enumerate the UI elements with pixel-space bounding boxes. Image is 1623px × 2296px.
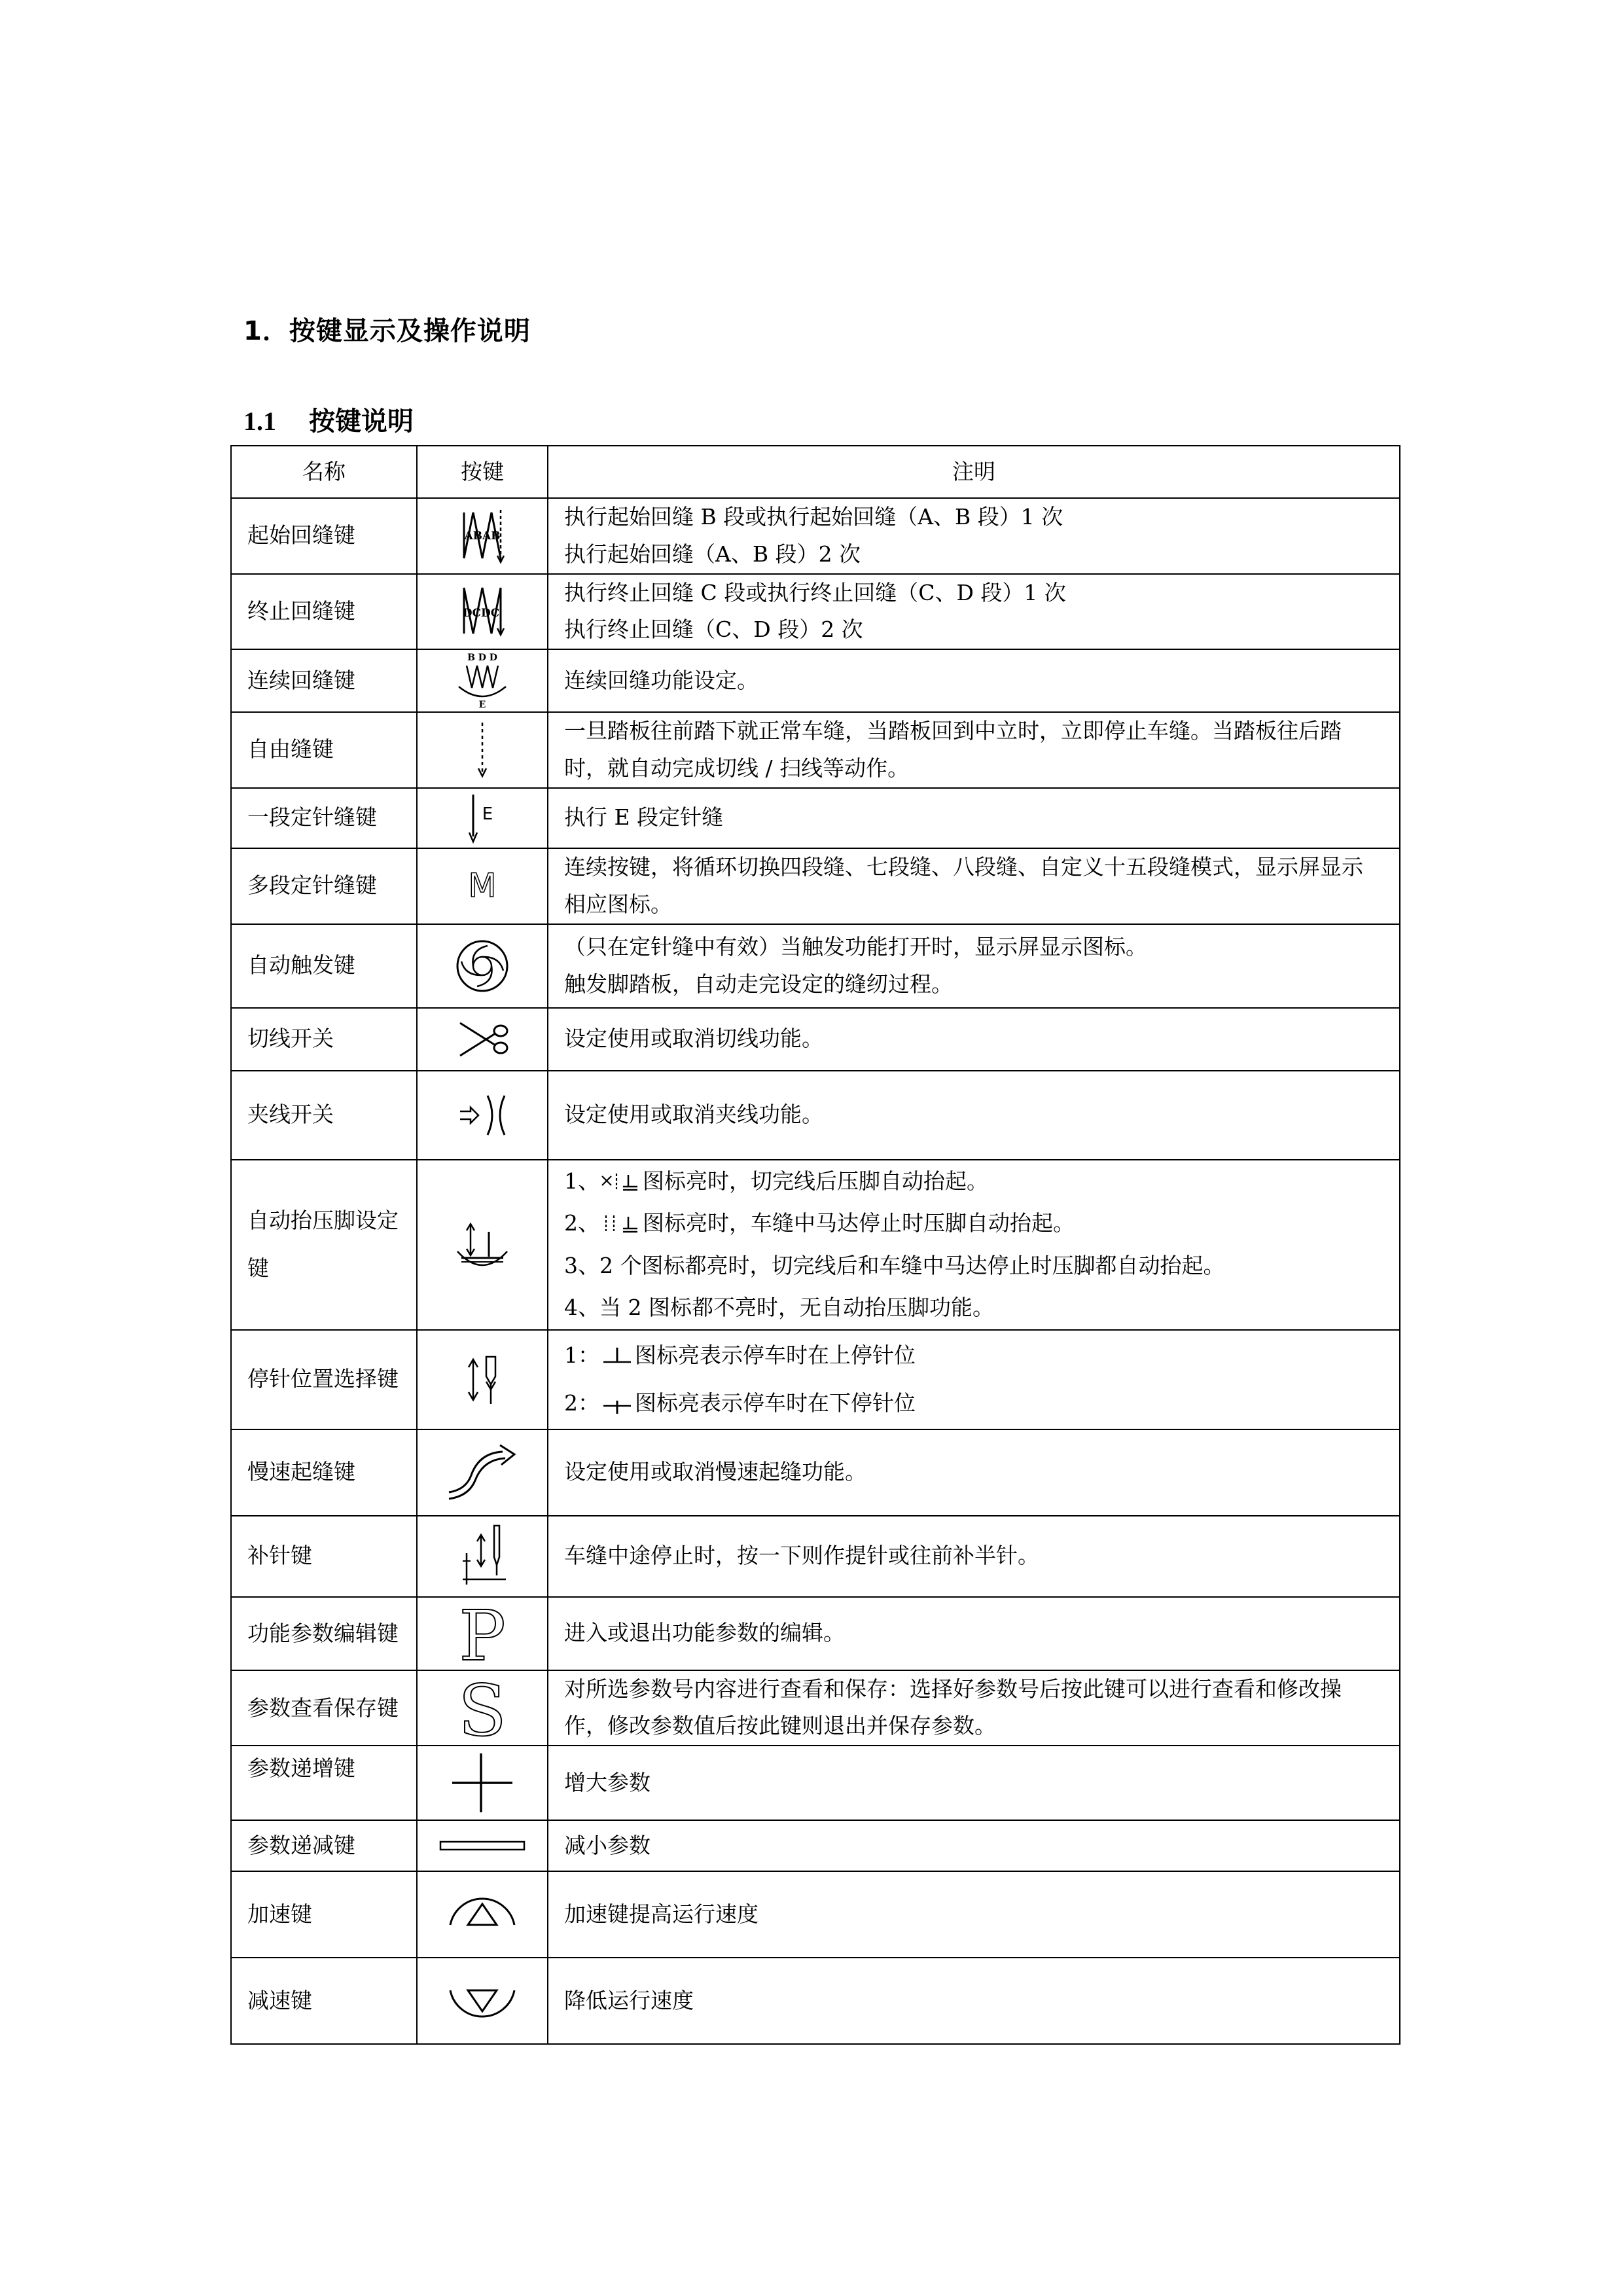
note-line: 加速键提高运行速度 [564, 1901, 758, 1927]
needle-compensation-icon[interactable] [443, 1520, 522, 1592]
speed-up-icon[interactable] [440, 1882, 525, 1947]
table-row [231, 1160, 1400, 1330]
table-header-row [231, 446, 1400, 498]
note-line: 设定使用或取消慢速起缝功能。 [564, 1459, 866, 1485]
note-line: 执行终止回缝（C、D 段）2 次 [564, 617, 863, 643]
table-row [231, 1330, 1400, 1429]
key-name: 加速键 [231, 1871, 417, 1958]
key-name: 连续回缝键 [231, 649, 417, 712]
presser-foot-lift-icon[interactable] [443, 1206, 522, 1284]
note-text: 图标亮表示停车时在上停针位 [635, 1342, 916, 1368]
note-text: 图标亮表示停车时在下停针位 [635, 1390, 916, 1416]
slow-start-icon[interactable] [440, 1440, 525, 1505]
start-backtack-icon[interactable] [443, 503, 522, 569]
note-line: 3、2 个图标都亮时，切完线后和车缝中马达停止时压脚都自动抬起。 [564, 1252, 1225, 1278]
key-name: 参数查看保存键 [231, 1670, 417, 1746]
table-row [231, 712, 1400, 788]
plus-icon[interactable] [443, 1747, 522, 1819]
note-line: 连续按键，将循环切换四段缝、七段缝、八段缝、自定义十五段缝模式，显示屏显示相应图标。 [564, 853, 1363, 917]
note-line [564, 1202, 1383, 1244]
key-name: 补针键 [231, 1516, 417, 1597]
single-fixed-stitch-icon[interactable] [443, 789, 522, 847]
note-line: 一旦踏板往前踏下就正常车缝，当踏板回到中立时，立即停止车缝。当踏板往后踏时，就自动完成切线 / 扫线等动作。 [564, 718, 1342, 781]
note-line: 车缝中途停止时，按一下则作提针或往前补半针。 [564, 1543, 1039, 1569]
note-text: 图标亮时，车缝中马达停止时压脚自动抬起。 [643, 1210, 1075, 1236]
continuous-backtack-icon[interactable] [443, 650, 522, 711]
needle-position-icon[interactable] [443, 1344, 522, 1416]
icon-text: P [459, 1599, 506, 1668]
key-name: 一段定针缝键 [231, 788, 417, 848]
minus-icon[interactable] [437, 1833, 528, 1859]
note-line [564, 1160, 1383, 1202]
key-name: 多段定针缝键 [231, 848, 417, 924]
key-name: 参数递减键 [231, 1820, 417, 1871]
icon-text: S [458, 1674, 507, 1742]
note-line: 减小参数 [564, 1832, 651, 1858]
table-row [231, 1071, 1400, 1160]
icon-text: ABAB [464, 529, 501, 543]
icon-text: E [482, 804, 493, 824]
note-line [564, 1332, 1383, 1380]
note-line: 进入或退出功能参数的编辑。 [564, 1620, 845, 1646]
note-line: 降低运行速度 [564, 1987, 694, 2013]
note-line: 4、当 2 图标都不亮时，无自动抬压脚功能。 [564, 1294, 994, 1320]
subsection-number: 1.1 [243, 406, 276, 436]
free-sewing-icon[interactable] [443, 717, 522, 783]
key-name: 参数递增键 [231, 1746, 417, 1820]
note-line: （只在定针缝中有效）当触发功能打开时，显示屏显示图标。 [564, 933, 1147, 960]
key-name: 夹线开关 [231, 1071, 417, 1160]
key-name: 减速键 [231, 1958, 417, 2044]
table-row [231, 1597, 1400, 1670]
note-line: 增大参数 [564, 1769, 651, 1795]
key-name: 起始回缝键 [231, 498, 417, 574]
table-row [231, 649, 1400, 712]
table-row [231, 1670, 1400, 1746]
table-row [231, 848, 1400, 924]
table-row [231, 1429, 1400, 1516]
table-row [231, 1516, 1400, 1597]
note-prefix: 2、 [564, 1210, 599, 1236]
auto-trigger-icon[interactable] [443, 930, 522, 1002]
table-row [231, 1008, 1400, 1071]
table-row [231, 1871, 1400, 1958]
subsection-heading [243, 401, 414, 438]
multi-fixed-stitch-icon[interactable] [443, 853, 522, 919]
parameter-edit-icon[interactable] [443, 1600, 522, 1668]
subsection-title: 按键说明 [309, 406, 414, 437]
note-prefix: 1、 [564, 1168, 599, 1194]
header-key: 按键 [417, 446, 548, 498]
header-name: 名称 [231, 446, 417, 498]
up-needle-position-icon [601, 1346, 633, 1367]
parameter-save-icon[interactable] [443, 1674, 522, 1742]
note-line: 执行起始回缝（A、B 段）2 次 [564, 541, 861, 567]
end-backtack-icon[interactable] [443, 579, 522, 644]
table-row [231, 498, 1400, 574]
table-row [231, 1746, 1400, 1820]
key-name: 自动触发键 [231, 924, 417, 1008]
note-line: 设定使用或取消切线功能。 [564, 1026, 823, 1052]
note-line: 触发脚踏板，自动走完设定的缝纫过程。 [564, 971, 953, 997]
note-prefix: 1： [564, 1342, 599, 1368]
key-name: 自动抬压脚设定键 [231, 1160, 417, 1330]
icon-text-bottom: E [478, 700, 486, 710]
table-row [231, 1820, 1400, 1871]
key-name: 慢速起缝键 [231, 1429, 417, 1516]
key-name: 终止回缝键 [231, 574, 417, 650]
trim-foot-lift-icon [601, 1172, 641, 1193]
table-row [231, 924, 1400, 1008]
note-line: 设定使用或取消夹线功能。 [564, 1102, 823, 1128]
note-prefix: 2： [564, 1390, 599, 1416]
key-name: 功能参数编辑键 [231, 1597, 417, 1670]
note-text: 图标亮时，切完线后压脚自动抬起。 [643, 1168, 988, 1194]
speed-down-icon[interactable] [440, 1968, 525, 2034]
table-row [231, 1958, 1400, 2044]
note-line: 连续回缝功能设定。 [564, 667, 758, 693]
scissors-icon[interactable] [443, 1011, 522, 1067]
note-line: 对所选参数号内容进行查看和保存：选择好参数号后按此键可以进行查看和修改操作，修改参数值后按此键则退出并保存参数。 [564, 1676, 1342, 1739]
icon-text-top: B D D [467, 653, 497, 663]
stop-foot-lift-icon [601, 1214, 641, 1235]
thread-clamp-icon[interactable] [443, 1083, 522, 1148]
note-line: 执行起始回缝 B 段或执行起始回缝（A、B 段）1 次 [564, 504, 1063, 529]
note-line [564, 1380, 1383, 1427]
key-name: 切线开关 [231, 1008, 417, 1071]
note-line: 执行终止回缝 C 段或执行终止回缝（C、D 段）1 次 [564, 579, 1066, 605]
key-name: 自由缝键 [231, 712, 417, 788]
section-heading: 1．按键显示及操作说明 [243, 316, 531, 346]
icon-text: M [468, 866, 497, 905]
header-notes: 注明 [548, 446, 1400, 498]
down-needle-position-icon [601, 1394, 633, 1415]
icon-text: DCDC [462, 607, 500, 620]
table-row [231, 788, 1400, 848]
key-description-table [230, 445, 1400, 2045]
note-line: 执行 E 段定针缝 [564, 804, 724, 831]
key-name: 停针位置选择键 [231, 1330, 417, 1429]
table-row [231, 574, 1400, 650]
